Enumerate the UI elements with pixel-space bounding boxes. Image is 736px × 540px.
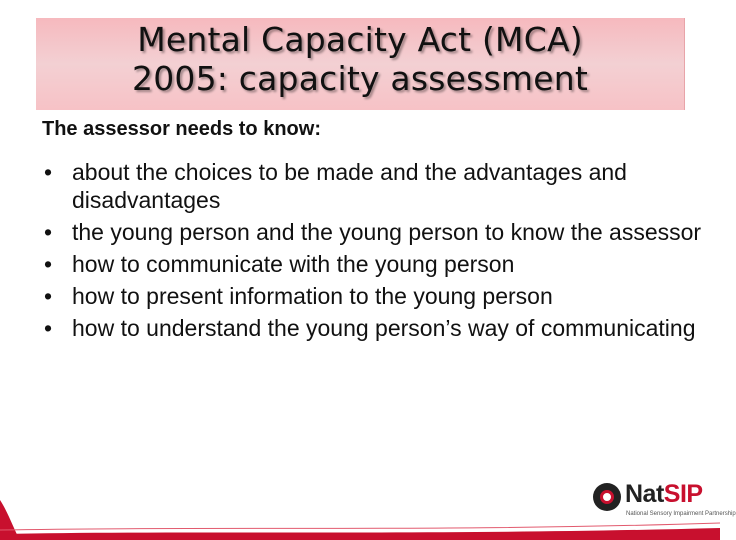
logo-tagline: National Sensory Impairment Partnership (626, 511, 736, 517)
subtitle: The assessor needs to know: (42, 118, 321, 140)
bullet-text: about the choices to be made and the advantages and disadvantages (72, 159, 627, 213)
logo-word-nat: Nat (625, 480, 664, 508)
bullet-dot: • (44, 159, 53, 185)
bullet-item (42, 158, 702, 214)
title-line-1: Mental Capacity Act (MCA) (137, 20, 583, 59)
bullet-list (42, 158, 702, 346)
bullet-dot: • (44, 283, 53, 309)
bullet-item (42, 218, 702, 246)
title-line-2: 2005: capacity assessment (132, 59, 588, 98)
logo-word-sip: SIP (663, 480, 703, 508)
bullet-dot: • (44, 251, 53, 277)
slide-title (36, 20, 684, 98)
bullet-item (42, 282, 702, 310)
bullet-text: the young person and the young person to know the assessor (72, 219, 702, 245)
bullet-item (42, 250, 702, 278)
bullet-item (42, 314, 702, 342)
logo-wordmark (625, 480, 703, 509)
bullet-dot: • (44, 315, 53, 341)
logo-mark-icon (593, 483, 621, 511)
bullet-text: how to understand the young person’s way of communicating (72, 315, 696, 341)
bullet-text: how to present information to the young person (72, 283, 553, 309)
bullet-dot: • (44, 219, 53, 245)
bullet-text: how to communicate with the young person (72, 251, 515, 277)
natsip-logo (590, 476, 736, 526)
